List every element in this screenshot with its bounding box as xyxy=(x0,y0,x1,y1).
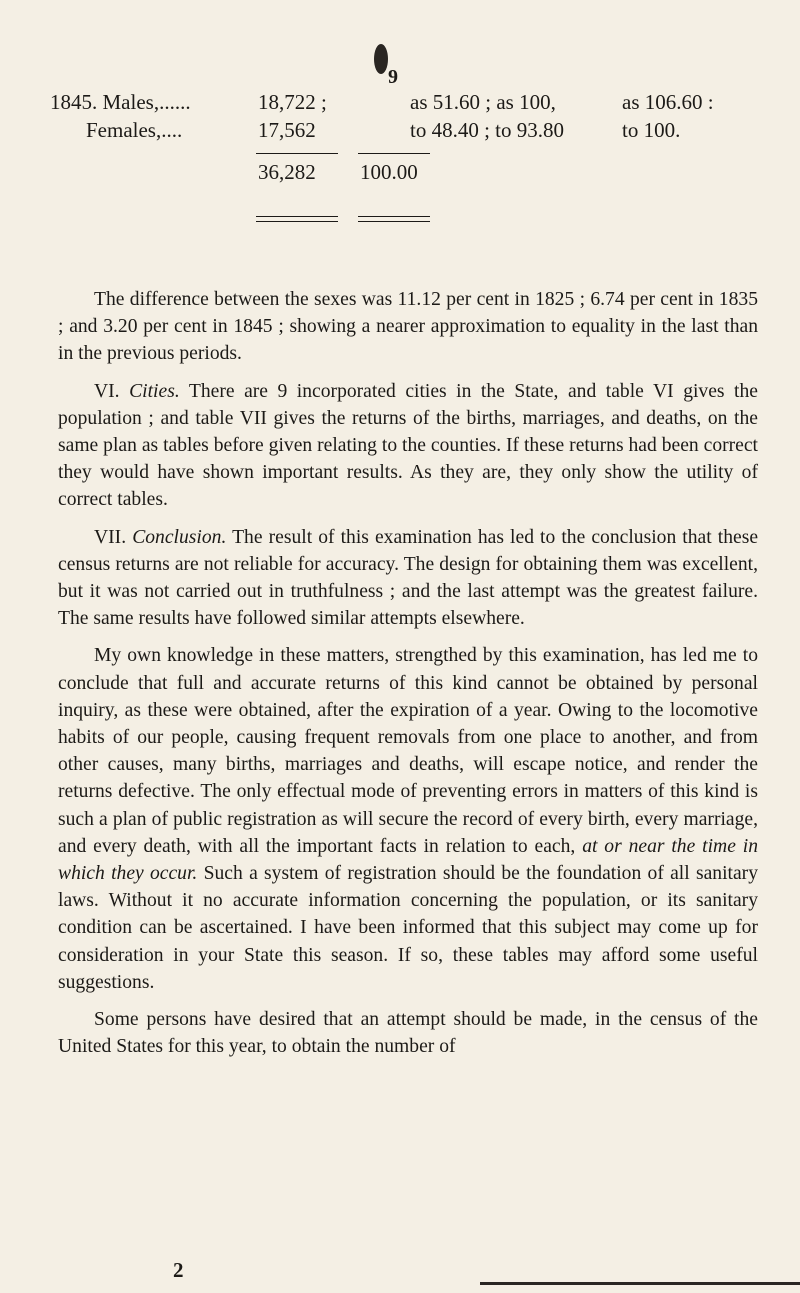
table-row-males xyxy=(50,90,770,118)
body-text xyxy=(58,286,758,1060)
emphasis-text: at or near the time in which they occur. xyxy=(58,835,759,885)
section-number: VI. xyxy=(94,380,120,402)
paragraph-cities xyxy=(58,378,758,514)
paragraph-census: Some persons have desired that an attempt should be made, in the census of the United States for this year, to obtain the number of xyxy=(58,1009,758,1058)
table-row-females xyxy=(50,118,770,146)
section-text: The result of this examination has led to the conclusion that these census returns are not reliable for accuracy. The design for obtaining them was excellent, but it was not carried out in truthfulness ; and the last attempt was the greatest failure. The same results have followed similar attempts elsewhere. xyxy=(58,526,759,630)
population-table xyxy=(50,90,770,194)
table-total-row xyxy=(50,160,770,194)
row-ratio: as 106.60 : xyxy=(622,90,714,114)
section-text: There are 9 incorporated cities in the State, and table VI gives the population ; and table VII gives the returns of the births, marriages, and deaths, on the same plan as tables before given relating to the counties. If these returns had been correct they would have shown important results. As they are, they only show the utility of correct tables. xyxy=(58,380,758,511)
double-rule-percent xyxy=(358,216,430,222)
sum-rule-percent xyxy=(358,153,430,154)
section-title: Cities. xyxy=(129,380,180,402)
paragraph-text-b: Such a system of registration should be the foundation of all sanitary laws. Without it no accurate information concerning the population, or its sanitary condition can be ascertained. I have been informed that this subject may come up for consideration in your State this season. If so, these tables may afford some useful suggestions. xyxy=(58,863,758,993)
paragraph-conclusion xyxy=(58,524,758,633)
row-count: 17,562 xyxy=(258,118,316,142)
total-percent: 100.00 xyxy=(360,160,418,184)
page-edge-line xyxy=(480,1282,800,1285)
row-label: Females,.... xyxy=(86,118,183,142)
section-title: Conclusion. xyxy=(132,526,227,548)
row-percent: as 51.60 ; as 100, xyxy=(410,90,556,114)
ink-blot-mark xyxy=(374,44,388,74)
row-label: 1845. Males,...... xyxy=(50,90,191,114)
row-ratio: to 100. xyxy=(622,118,681,142)
paragraph-text-a: My own knowledge in these matters, strengthed by this examination, has led me to conclude that full and accurate returns of this kind cannot be obtained by personal inquiry, as these were obtained, after the expiration of a year. Owing to the locomotive habits of our people, causing frequent removals from one place to another, and from other causes, many births, marriages and deaths, will escape notice, and render the returns defective. The only effectual mode of preventing errors in matters of this kind is such a plan of public registration as will secure the record of every birth, every marriage, and every death, with all the important facts in relation to each, xyxy=(58,645,758,857)
signature-mark: 2 xyxy=(173,1258,184,1282)
section-number: VII. xyxy=(94,526,127,548)
sum-rule-count xyxy=(256,153,338,154)
row-percent: to 48.40 ; to 93.80 xyxy=(410,118,565,142)
paragraph-registration xyxy=(58,642,758,996)
row-count: 18,722 ; xyxy=(258,90,327,114)
paragraph-sex-difference: The difference between the sexes was 11.12 per cent in 1825 ; 6.74 per cent in 1835 ; and 3.20 per cent in 1845 ; showing a nearer approximation to equality in the last than in the previous periods. xyxy=(58,289,758,365)
total-count: 36,282 xyxy=(258,160,316,184)
page-number: 9 xyxy=(388,66,398,88)
double-rule-count xyxy=(256,216,338,222)
